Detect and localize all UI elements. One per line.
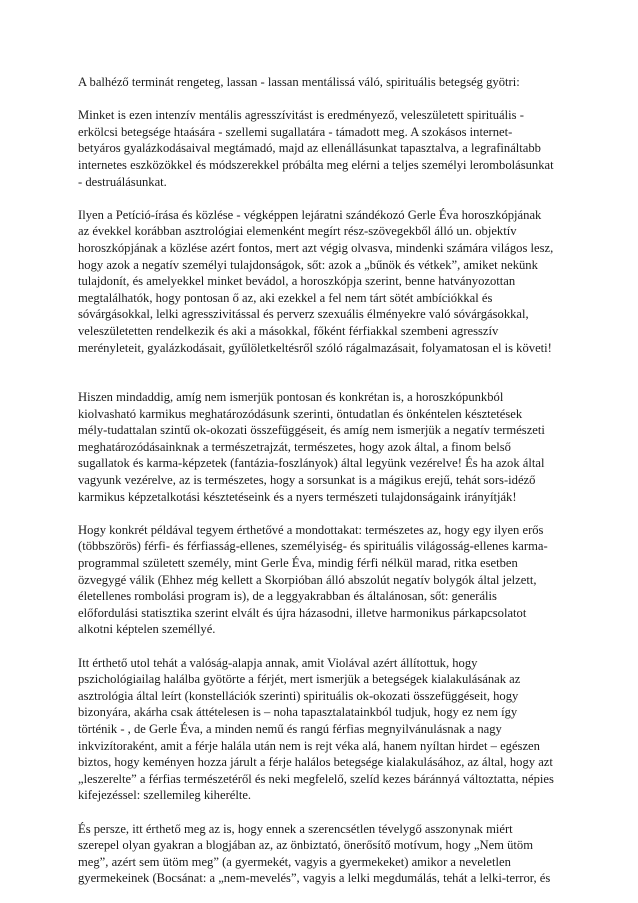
text-line: meghatározódásainknak a természetrajzát, természetes, hogy azok által, a finom belső — [78, 439, 511, 454]
text-line: Itt érthető utol tehát a valóság-alapja annak, amit Violával azért állítottuk, hogy — [78, 655, 478, 670]
text-line: történik - , de Gerle Éva, a minden nemű és rangú férfias megnyilvánulásnak a nagy — [78, 721, 502, 736]
text-line: veleszületetten rendelkezik és aki a másokkal, főként férfiakkal szembeni agresszív — [78, 323, 499, 338]
text-line: „leszerelte” a férfias természetéről és neki megfelelő, szelíd kezes báránnyá változtatta, népies — [78, 771, 554, 786]
text-line: hogy azok a negatív személyi tulajdonságok, sőt: azok a „bűnök és vétkek”, amiket nekünk — [78, 257, 538, 272]
text-line: kiolvasható karmikus meghatározódásunk szerinti, öntudatlan és önkéntelen késztetések — [78, 406, 523, 421]
text-line: gyermekeinek (Bocsánat: a „nem-mevelés”, vagyis a lelki megdumálás, tehát a lelki-terror, és — [78, 871, 551, 886]
text-line: merényleteit, gyalázkodásait, gyűlöletkeltésről szóló rágalmazásait, folyamatosan el is követi! — [78, 340, 552, 355]
text-line: pszichológiailag halálba gyötörte a férjét, mert ismerjük a betegségek kialakulásának az — [78, 672, 521, 687]
paragraph-example — [78, 522, 568, 638]
text-line: sóvárgásokkal, lelki agresszivitással és perverz szexuális élményekre való sóvárgásokkal, — [78, 307, 529, 322]
text-line: erkölcsi betegsége htaására - szellemi sugallatára - támadott meg. A szokásos internet- — [78, 124, 513, 139]
text-line: bizonyára, akárha csak áttételesen is – noha tapasztalatainkból tudjuk, hogy ez nem így — [78, 705, 518, 720]
text-line: életellenes rombolási program is), de a leggyakrabban és általánosan, sőt: generális — [78, 589, 497, 604]
text-line: biztos, hogy keményen hozza járult a férje halálos betegsége kialakulásához, az által, hogy azt — [78, 755, 553, 770]
text-line: megtalálhatók, hogy pontosan ő az, aki ezekkel a fel nem tárt sötét ambíciókkal és — [78, 290, 493, 305]
text-line: mély-tudattalan szintű ok-okozati összefüggéseit, és amíg nem ismerjük a negatív természeti — [78, 423, 545, 438]
text-line: meg”, azért sem ütöm meg” (a gyermekét, vagyis a gyermekeket) amikor a neveletlen — [78, 854, 511, 869]
text-line: karmikus képzetalkotási késztetéseink és a nyers természeti tulajdonságaink irányítják! — [78, 489, 517, 504]
paragraph-petition — [78, 207, 568, 356]
text-line: kifejezéssel: szellemileg kiherélte. — [78, 788, 252, 803]
text-line: özvegygé válik (Ehhez még kellett a Skorpióban álló abszolút negatív bolygók által jelzett, — [78, 572, 537, 587]
text-line: programmal született személy, mint Gerle Éva, mindig férfi nélkül marad, ritka esetben — [78, 556, 518, 571]
text-line: Hogy konkrét példával tegyem érthetővé a mondottakat: természetes az, hogy egy ilyen erős — [78, 522, 544, 537]
text-line: sugallatok és karma-képzetek (fantázia-foszlányok) által legyünk vezérelve! És ha azok által — [78, 456, 545, 471]
text-line: tulajdonít, és amelyekkel minket bevádol, a horoszkópja szerint, benne hatványozottan — [78, 274, 516, 289]
paragraph-blog — [78, 821, 568, 887]
text-line: az évekkel korábban asztrológiai elemenként megírt rész-szövegekből álló un. objektív — [78, 224, 517, 239]
text-line: előfordulási statisztika szerint elvált és újra házasodni, illetve harmonikus párkapcsolatot — [78, 605, 527, 620]
text-line: alkotni képtelen személlyé. — [78, 622, 216, 637]
text-line: betyáros gyalázkodásaival megtámadó, majd az ellenállásunkat tapasztalva, a legrafináltabb — [78, 141, 541, 156]
paragraph-attack — [78, 107, 568, 190]
text-line: horoszkópjának a közlése azért fontos, mert azt végig olvasva, mindenki számára világos lesz, — [78, 240, 554, 255]
text-line: Hiszen mindaddig, amíg nem ismerjük pontosan és konkrétan is, a horoszkópunkból — [78, 390, 504, 405]
text-line: Minket is ezen intenzív mentális agresszívitást is eredményező, veleszületett spirituális - — [78, 108, 524, 123]
text-line: És persze, itt érthető meg az is, hogy ennek a szerencsétlen tévelygő asszonynak miért — [78, 821, 513, 836]
paragraph-karmic — [78, 389, 568, 505]
paragraph-intro — [78, 74, 568, 91]
text-line: A balhéző terminát rengeteg, lassan - lassan mentálissá váló, spirituális betegség gyötri: — [78, 75, 520, 89]
text-line: vagyunk vezérelve, az is természetes, hogy a sorsunkat is a mágikus erejű, tehát sors-idéző — [78, 473, 536, 488]
document-body — [78, 74, 568, 887]
text-line: (többszörös) férfi- és férfiasság-ellenes, személyiség- és spirituális világosság-ellenes karma- — [78, 539, 548, 554]
text-line: szerepel olyan gyakran a blogjában az, az önbiztató, önerősítő motívum, hogy „Nem ütöm — [78, 838, 533, 853]
text-line: asztrológia által leírt (konstellációk szerinti) spirituális ok-okozati összefüggéseit, hogy — [78, 688, 519, 703]
paragraph-viola — [78, 655, 568, 804]
text-line: internetes eszközökkel és módszerekkel próbálta meg elérni a teljes személyi lerombolásunkat — [78, 157, 554, 172]
text-line: - destruálásunkat. — [78, 174, 167, 189]
text-line: Ilyen a Petíció-írása és közlése - végképpen lejáratni szándékozó Gerle Éva horoszkópjának — [78, 207, 542, 222]
text-line: inkvizítoraként, amit a férje halála után nem is rejt véka alá, hanem nyíltan hirdet – egészen — [78, 738, 540, 753]
